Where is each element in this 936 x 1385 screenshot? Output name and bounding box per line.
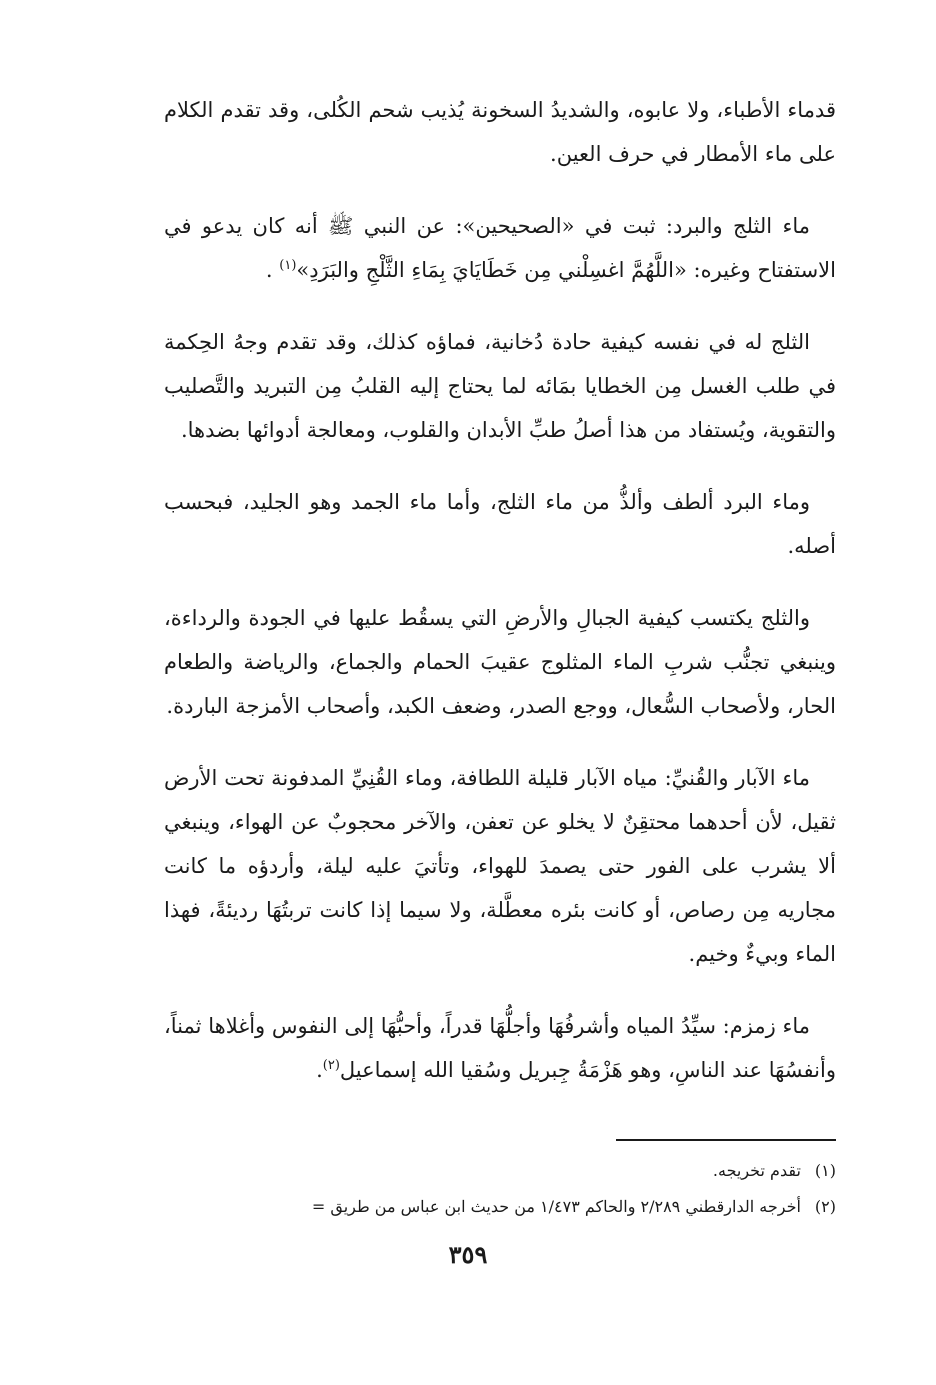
paragraph-7 <box>164 1004 836 1092</box>
paragraph-text: ماء الثلج والبرد: ثبت في «الصحيحين»: عن النبي ﷺ أنه كان يدعو في الاستفتاح وغيره: «اللَّهُمَّ اغسِلْني مِن خَطَايَايَ بِمَاءِ الثَّلْجِ والبَرَدِ» <box>164 214 836 282</box>
paragraph-text: ماء زمزم: سيِّدُ المياه وأشرفُهَا وأجلُّهَا قدراً، وأحبُّهَا إلى النفوس وأغلاها ثمناً، وأنفسُهَا عند الناسِ، وهو هَزْمَةُ جِبريل وسُقيا الله إسماعيل <box>164 1014 836 1082</box>
paragraph-3 <box>164 320 836 452</box>
footnote-ref-2[interactable]: (٢) <box>322 1058 340 1073</box>
footnote-text: تقدم تخريجه. <box>712 1161 801 1180</box>
paragraph-1 <box>164 88 836 176</box>
main-text <box>164 88 836 1092</box>
page-number: ٣٥٩ <box>448 1240 488 1269</box>
paragraph-4 <box>164 480 836 568</box>
paragraph-tail: . <box>316 1058 323 1082</box>
footnote-number: (١) <box>814 1161 836 1180</box>
paragraph-text: الثلج له في نفسه كيفية حادة دُخانية، فماؤه كذلك، وقد تقدم وجهُ الحِكمة في طلب الغسل مِن الخطايا بمَائه لما يحتاج إليه القلبُ مِن التبريد والتَّصليب والتقوية، ويُستفاد من هذا أصلُ طبِّ الأبدان والقلوب، ومعالجة أدوائها بضدها. <box>164 330 836 442</box>
paragraph-tail: . <box>265 258 273 282</box>
footnote-1 <box>164 1153 836 1189</box>
footnote-ref-1[interactable]: (١) <box>279 258 297 273</box>
paragraph-text: وماء البرد ألطف وألذُّ من ماء الثلج، وأما ماء الجمد وهو الجليد، فبحسب أصله. <box>164 490 836 558</box>
paragraph-2 <box>164 204 836 292</box>
footnote-divider <box>616 1139 836 1141</box>
footnote-number: (٢) <box>814 1197 836 1216</box>
paragraph-text: ماء الآبار والقُنيِّ: مياه الآبار قليلة اللطافة، وماء القُنِيِّ المدفونة تحت الأرض ثقيل، لأن أحدهما محتقِنٌ لا يخلو عن تعفن، والآخر محجوبٌ عن الهواء، وينبغي ألا يشرب على الفور حتى يصمدَ للهواء، وتأتيَ عليه ليلة، وأردؤه ما كانت مجاريه مِن رصاص، أو كانت بئره معطَّلة، ولا سيما إذا كانت تربتُهَا رديئةً، فهذا الماء وبيءٌ وخيم. <box>164 766 836 966</box>
paragraph-5 <box>164 596 836 728</box>
footnotes <box>164 1153 836 1225</box>
paragraph-6 <box>164 756 836 976</box>
paragraph-text: والثلج يكتسب كيفية الجبالِ والأرضِ التي يسقُط عليها في الجودة والرداءة، وينبغي تجنُّب شربِ الماء المثلوج عقيبَ الحمام والجماع، والرياضة والطعام الحار، ولأصحاب السُّعال، ووجع الصدر، وضعف الكبد، وأصحاب الأمزجة الباردة. <box>164 606 836 718</box>
footnote-2 <box>164 1189 836 1225</box>
paragraph-text: قدماء الأطباء، ولا عابوه، والشديدُ السخونة يُذيب شحم الكُلى، وقد تقدم الكلام على ماء الأمطار في حرف العين. <box>164 98 836 166</box>
footnote-text: أخرجه الدارقطني ٢/٢٨٩ والحاكم ١/٤٧٣ من حديث ابن عباس من طريق = <box>311 1197 801 1216</box>
